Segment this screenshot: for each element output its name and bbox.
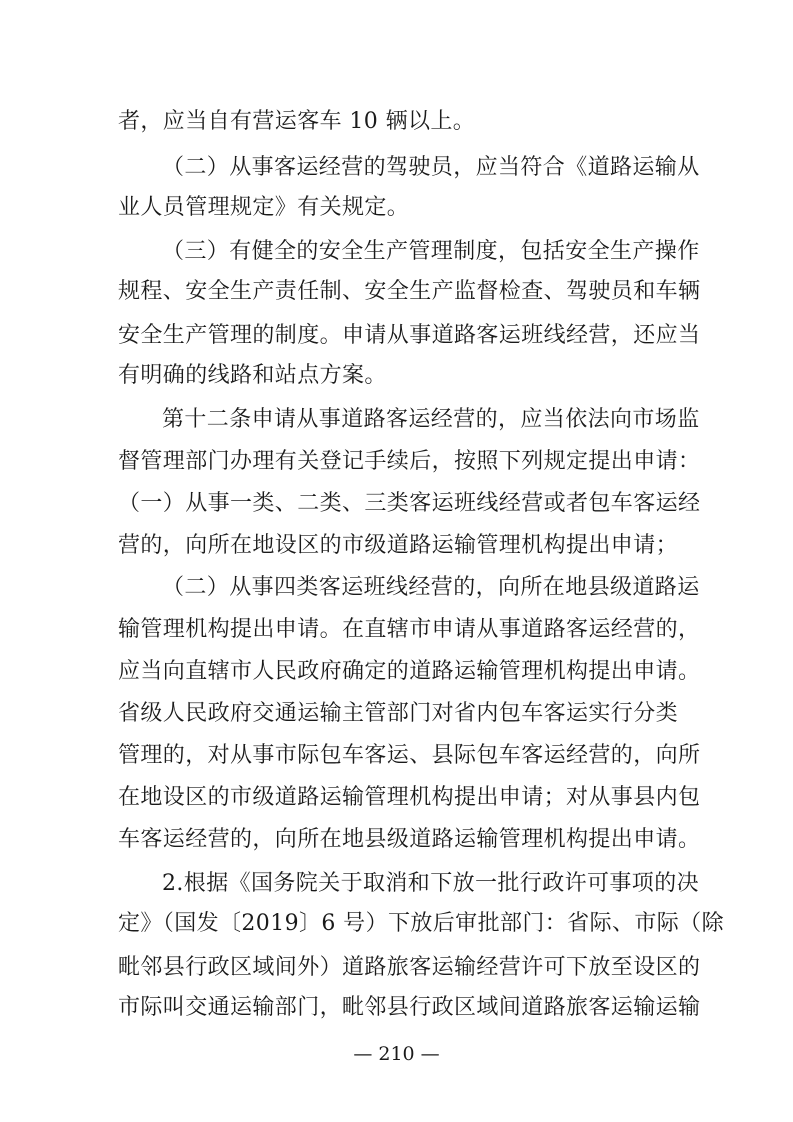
paragraph-line: 定》（国发〔2019〕6 号）下放后审批部门：省际、市际（除 (118, 911, 724, 936)
paragraph-line: （二）从事客运经营的驾驶员，应当符合《道路运输从 (162, 155, 700, 180)
paragraph-line: 第十二条申请从事道路客运经营的，应当依法向市场监 (162, 407, 700, 432)
paragraph-line: 者，应当自有营运客车 10 辆以上。 (118, 109, 476, 134)
paragraph-line: 在地设区的市级道路运输管理机构提出申请；对从事县内包 (118, 785, 701, 810)
paragraph-line: 安全生产管理的制度。申请从事道路客运班线经营，还应当 (118, 323, 701, 348)
paragraph-line: （二）从事四类客运班线经营的，向所在地县级道路运 (162, 575, 700, 600)
paragraph-line: 毗邻县行政区域间外）道路旅客运输经营许可下放至设区的 (118, 955, 701, 980)
paragraph-line: 管理的，对从事市际包车客运、县际包车客运经营的，向所 (118, 743, 701, 768)
paragraph-line: 车客运经营的，向所在地县级道路运输管理机构提出申请。 (118, 827, 701, 852)
paragraph-line: 业人员管理规定》有关规定。 (118, 195, 410, 220)
paragraph-line: （三）有健全的安全生产管理制度，包括安全生产操作 (162, 239, 700, 264)
paragraph-line: 市际叫交通运输部门，毗邻县行政区域间道路旅客运输运输 (118, 995, 701, 1020)
paragraph-line: 有明确的线路和站点方案。 (118, 363, 387, 388)
paragraph-line: （一）从事一类、二类、三类客运班线经营或者包车客运经 (118, 491, 701, 516)
paragraph-line: 督管理部门办理有关登记手续后，按照下列规定提出申请： (118, 449, 701, 474)
paragraph-line: 2.根据《国务院关于取消和下放一批行政许可事项的决 (162, 871, 699, 896)
paragraph-line: 规程、安全生产责任制、安全生产监督检查、驾驶员和车辆 (118, 279, 701, 304)
page-number: — 210 — (353, 1043, 440, 1065)
paragraph-line: 应当向直辖市人民政府确定的道路运输管理机构提出申请。 (118, 659, 701, 684)
paragraph-line: 省级人民政府交通运输主管部门对省内包车客运实行分类 (118, 701, 679, 726)
paragraph-line: 营的，向所在地设区的市级道路运输管理机构提出申请； (118, 533, 679, 558)
paragraph-line: 输管理机构提出申请。在直辖市申请从事道路客运经营的， (118, 617, 701, 642)
